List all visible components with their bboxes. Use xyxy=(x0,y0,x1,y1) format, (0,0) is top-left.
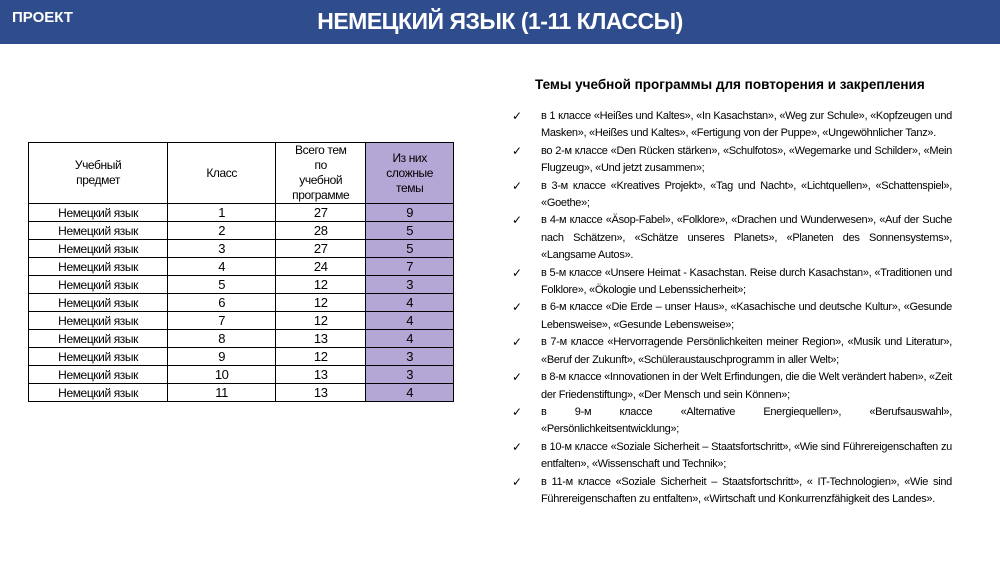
subject-cell: Немецкий язык xyxy=(29,222,168,240)
checkmark-icon: ✓ xyxy=(512,300,522,315)
project-label: ПРОЕКТ xyxy=(12,9,73,26)
grade-cell: 5 xyxy=(168,276,276,294)
hard-topics-cell: 4 xyxy=(366,294,454,312)
checkmark-icon: ✓ xyxy=(512,335,522,350)
list-item xyxy=(510,474,952,509)
hard-topics-cell: 9 xyxy=(366,204,454,222)
grade-cell: 1 xyxy=(168,204,276,222)
total-topics-cell: 27 xyxy=(276,240,366,258)
grade-cell: 6 xyxy=(168,294,276,312)
total-topics-cell: 12 xyxy=(276,348,366,366)
hard-topics-cell: 5 xyxy=(366,222,454,240)
list-item xyxy=(510,404,952,439)
subject-cell: Немецкий язык xyxy=(29,384,168,402)
total-topics-cell: 13 xyxy=(276,366,366,384)
topic-text: в 10-м классе «Soziale Sicherheit – Staatsfortschritt», «Wie sind Führereigenschaften zu entfalten», «Wissenschaft und Technik»; xyxy=(541,440,952,471)
topic-text: в 8-м классе «Innovationen in der Welt Erfindungen, die die Welt verändert haben», «Zeit der Friedenstiftung», «Der Mensch und sein Können»; xyxy=(541,371,952,401)
total-topics-cell: 28 xyxy=(276,222,366,240)
subject-cell: Немецкий язык xyxy=(29,240,168,258)
table-row xyxy=(29,222,454,240)
list-item xyxy=(510,212,952,264)
subject-cell: Немецкий язык xyxy=(29,348,168,366)
table-row xyxy=(29,240,454,258)
hard-topics-cell: 4 xyxy=(366,330,454,348)
checkmark-icon: ✓ xyxy=(512,143,522,158)
hard-topics-cell: 3 xyxy=(366,276,454,294)
checkmark-icon: ✓ xyxy=(512,439,522,454)
hard-topics-cell: 4 xyxy=(366,384,454,402)
grade-cell: 2 xyxy=(168,222,276,240)
checkmark-icon: ✓ xyxy=(512,265,522,280)
total-topics-cell: 27 xyxy=(276,204,366,222)
topic-text: в 4-м классе «Äsop-Fabel», «Folklore», «Drachen und Wunderwesen», «Auf der Suche nach Schätzen», «Schätze unseres Planets», «Planeten des Sonnensystems», «Langsame Autos». xyxy=(541,214,952,262)
title-banner xyxy=(0,0,1000,44)
list-item xyxy=(510,369,952,404)
topic-text: во 2-м классе «Den Rücken stärken», «Schulfotos», «Wegemarke und Schilder», «Mein Flugzeug», «Und jetzt zusammen»; xyxy=(541,144,952,175)
table-row xyxy=(29,312,454,330)
checkmark-icon: ✓ xyxy=(512,178,522,193)
header-total-topics: Всего тем по учебной программе xyxy=(276,143,366,204)
hard-topics-cell: 7 xyxy=(366,258,454,276)
checkmark-icon: ✓ xyxy=(512,404,522,419)
header-grade: Класс xyxy=(168,143,276,204)
checkmark-icon: ✓ xyxy=(512,474,522,489)
checkmark-icon: ✓ xyxy=(512,213,522,228)
table-row xyxy=(29,330,454,348)
subject-cell: Немецкий язык xyxy=(29,276,168,294)
table-row xyxy=(29,258,454,276)
table-row xyxy=(29,294,454,312)
topic-text: в 7-м классе «Hervorragende Persönlichkeiten meiner Region», «Musik und Literatur», «Beruf der Zukunft», «Schüleraustauschprogramm in aller Welt»; xyxy=(541,336,952,366)
hard-topics-cell: 4 xyxy=(366,312,454,330)
hard-topics-cell: 3 xyxy=(366,366,454,384)
grade-cell: 10 xyxy=(168,366,276,384)
subject-cell: Немецкий язык xyxy=(29,258,168,276)
list-item xyxy=(510,143,952,178)
list-item xyxy=(510,439,952,474)
topics-heading: Темы учебной программы для повторения и закрепления xyxy=(535,77,925,92)
topic-text: в 11-м классе «Soziale Sicherheit – Staatsfortschritt», « IT-Technologien», «Wie sind Führereigenschaften zu entfalten», «Wirtschaft und Konkurrenzfähigkeit des Landes». xyxy=(541,475,952,505)
subject-cell: Немецкий язык xyxy=(29,312,168,330)
total-topics-cell: 12 xyxy=(276,312,366,330)
topic-text: в 1 классе «Heißes und Kaltes», «In Kasachstan», «Weg zur Schule», «Kopfzeugen und Masken», «Heißes und Kaltes», «Fertigung von der Puppe», «Ungewöhnlicher Tanz». xyxy=(541,110,952,140)
grade-cell: 3 xyxy=(168,240,276,258)
total-topics-cell: 12 xyxy=(276,276,366,294)
list-item xyxy=(510,178,952,213)
hard-topics-cell: 3 xyxy=(366,348,454,366)
topic-text: в 9-м классе «Alternative Energiequellen», «Berufsauswahl», «Persönlichkeitsentwicklung»; xyxy=(541,405,952,436)
topic-text: в 5-м классе «Unsere Heimat - Kasachstan. Reise durch Kasachstan», «Traditionen und Folklore», «Ökologie und Lebenssicherheit»; xyxy=(541,266,952,297)
checkmark-icon: ✓ xyxy=(512,109,522,123)
list-item xyxy=(510,299,952,334)
total-topics-cell: 24 xyxy=(276,258,366,276)
table-row xyxy=(29,366,454,384)
topic-text: в 6-м классе «Die Erde – unser Haus», «Kasachische und deutsche Kultur», «Gesunde Lebensweise», «Gesunde Lebensweise»; xyxy=(541,301,952,331)
table-header-row xyxy=(29,143,454,204)
topic-text: в 3-м классе «Kreatives Projekt», «Tag und Nacht», «Lichtquellen», «Schattenspiel», «Goethe»; xyxy=(541,179,952,210)
list-item xyxy=(510,265,952,300)
topics-stats-table xyxy=(28,142,454,402)
grade-cell: 11 xyxy=(168,384,276,402)
total-topics-cell: 12 xyxy=(276,294,366,312)
grade-cell: 9 xyxy=(168,348,276,366)
hard-topics-cell: 5 xyxy=(366,240,454,258)
subject-cell: Немецкий язык xyxy=(29,294,168,312)
checkmark-icon: ✓ xyxy=(512,370,522,385)
total-topics-cell: 13 xyxy=(276,330,366,348)
subject-cell: Немецкий язык xyxy=(29,330,168,348)
grade-cell: 8 xyxy=(168,330,276,348)
list-item xyxy=(510,108,952,143)
subject-cell: Немецкий язык xyxy=(29,204,168,222)
list-item xyxy=(510,334,952,369)
grade-cell: 7 xyxy=(168,312,276,330)
total-topics-cell: 13 xyxy=(276,384,366,402)
header-hard-topics: Из них сложные темы xyxy=(366,143,454,204)
topics-list xyxy=(510,108,952,508)
grade-cell: 4 xyxy=(168,258,276,276)
table-row xyxy=(29,204,454,222)
page-title: НЕМЕЦКИЙ ЯЗЫК (1-11 КЛАССЫ) xyxy=(317,8,683,34)
header-subject: Учебный предмет xyxy=(29,143,168,204)
table-row xyxy=(29,276,454,294)
table-row xyxy=(29,384,454,402)
table-row xyxy=(29,348,454,366)
subject-cell: Немецкий язык xyxy=(29,366,168,384)
